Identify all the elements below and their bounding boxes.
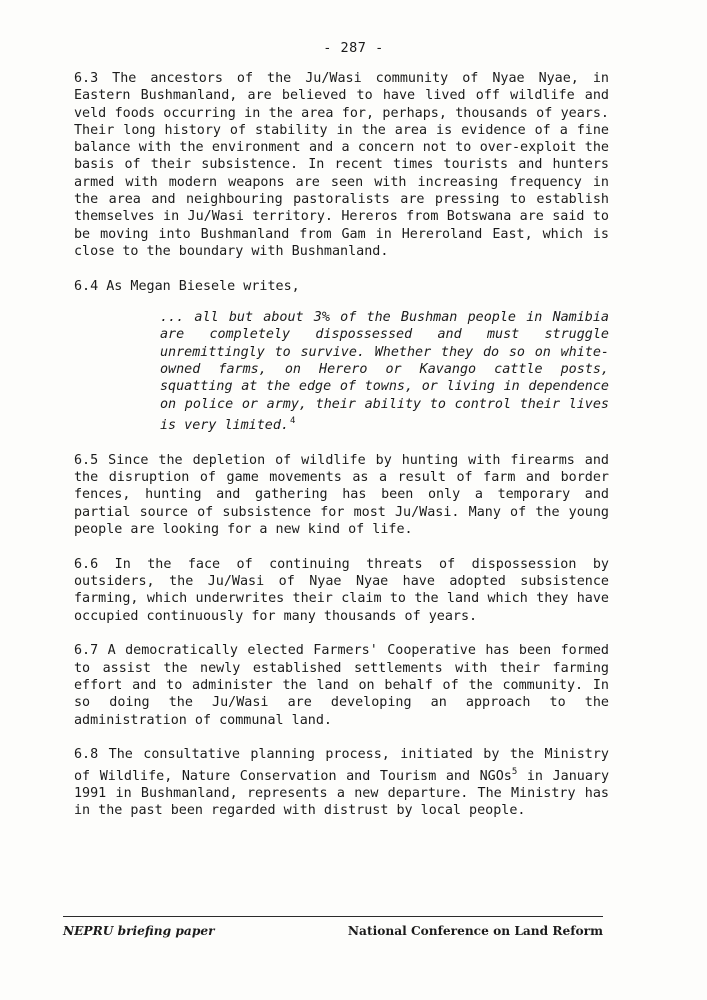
paragraph-6-8-part-a: 6.8 The consultative planning process, initiated by the Ministry of Wildlife, Nature Conservation and Tourism and NGOs	[74, 747, 609, 784]
footnote-marker-5: 5	[511, 766, 518, 777]
paragraph-6-6: 6.6 In the face of continuing threats of dispossession by outsiders, the Ju/Wasi of Nyae Nyae have adopted subsistence farming, which underwrites their claim to the land which they have occupied continuously for many thousands of years.	[74, 556, 609, 624]
footnote-marker-4: 4	[290, 415, 296, 426]
paragraph-6-3: 6.3 The ancestors of the Ju/Wasi community of Nyae Nyae, in Eastern Bushmanland, are believed to have lived off wildlife and veld foods occurring in the area for, perhaps, thousands of years. Their long history of stability in the area is evidence of a fine balance with the environment and a concern not to over-exploit the basis of their subsistence. In recent times tourists and hunters armed with modern weapons are seen with increasing frequency in the area and neighbouring pastoralists are pressing to establish themselves in Ju/Wasi territory. Hereros from Botswana are said to be moving into Bushmanland from Gam in Hereroland East, which is close to the boundary with Bushmanland.	[74, 71, 609, 259]
paragraph-6-8-part-b: in January 1991 in Bushmanland, represents a new departure. The Ministry has in the past been regarded with distrust by local people.	[74, 768, 610, 819]
footer-right-text: National Conference on Land Reform	[347, 924, 603, 938]
block-quote	[74, 309, 609, 434]
paragraph-6-4-intro: 6.4 As Megan Biesele writes,	[74, 278, 300, 294]
footer-divider	[63, 916, 603, 917]
block-quote-text: ... all but about 3% of the Bushman people in Namibia are completely dispossessed and must struggle unremittingly to survive. Whether they do so on white-owned farms, on Herero or Kavango cattle posts, squatting at the edge of towns, or living in dependence on police or army, their ability to control their lives is very limited.	[160, 310, 609, 433]
paragraph-6-8	[74, 746, 609, 819]
paragraph-6-7: 6.7 A democratically elected Farmers' Cooperative has been formed to assist the newly established settlements with their farming effort and to administer the land on behalf of the community. In so doing the Ju/Wasi are developing an approach to the administration of communal land.	[74, 643, 609, 728]
document-body	[74, 70, 609, 837]
page-number: - 287 -	[323, 40, 384, 56]
paragraph-6-5: 6.5 Since the depletion of wildlife by hunting with firearms and the disruption of game movements as a result of farm and border fences, hunting and gathering has been only a temporary and partial source of subsistence for most Ju/Wasi. Many of the young people are looking for a new kind of life.	[74, 452, 609, 537]
footer-left-text: NEPRU briefing paper	[63, 924, 215, 938]
